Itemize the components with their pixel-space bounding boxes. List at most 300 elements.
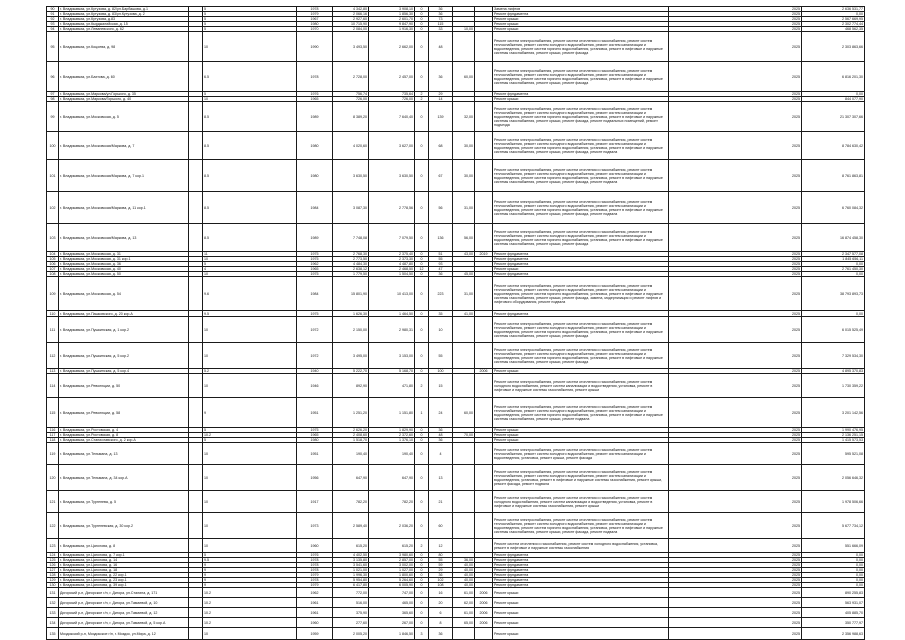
apartments-cell: 67 xyxy=(429,160,453,192)
row-number-cell: 129 xyxy=(47,578,59,583)
year-built-cell: 1965 xyxy=(297,433,333,438)
cost-cell: 0,00 xyxy=(802,563,865,568)
row-number-cell: 109 xyxy=(47,277,59,311)
table-row xyxy=(47,628,865,640)
address-cell: г. Владикавказ, ул.Пушкинская, д. 5 кор.2 xyxy=(59,343,189,369)
planned-year-cell: 2025 xyxy=(669,317,802,343)
row-number-cell: 100 xyxy=(47,132,59,160)
apartments-cell: 35 xyxy=(429,311,453,317)
wall-material-cell: 10.2 xyxy=(203,618,297,628)
address-cell: г. Владикавказ, ул.Станиславского, д. 2 кор.А xyxy=(59,438,189,443)
apartments-cell: 36 xyxy=(429,272,453,277)
row-number-cell: 125 xyxy=(47,558,59,563)
row-number-cell: 113 xyxy=(47,369,59,374)
last-repair-year-cell: 2006 xyxy=(475,598,493,608)
cost-cell: 595 521,08 xyxy=(802,443,865,465)
living-area-cell: 3 153,00 xyxy=(369,343,415,369)
address-cell: г. Владикавказ, ул.Московская/Маркова, д. 7 xyxy=(59,132,189,160)
wall-material-cell: 5 xyxy=(203,12,297,17)
living-area-cell: 2 375,40 xyxy=(369,252,415,257)
planned-year-cell: 2025 xyxy=(669,62,802,92)
works-description-cell: Ремонт систем электроснабжения, ремонт систем отопления и газоснабжения, ремонт систем теплоснабжения, ремонт систем холодного водоснабжения, ремонт систем канализации и водоотведения, ремонт систем горячего водоснабжения, установка, ремонт в лифтовые и наружные системы газоснабжения, ремонт крыши, ремонт фасада xyxy=(493,32,669,62)
year-built-cell: 1980 xyxy=(297,160,333,192)
wall-material-cell: 10 xyxy=(203,443,297,465)
apartments-cell: 12 xyxy=(429,539,453,553)
total-area-cell: 756,74 xyxy=(333,92,369,97)
last-repair-year-cell xyxy=(475,160,493,192)
year-built-cell: 1940 xyxy=(297,369,333,374)
empty-cell xyxy=(189,618,203,628)
year-built-cell: 1959 xyxy=(297,628,333,640)
apartments-cell: 223 xyxy=(429,277,453,311)
wear-percent-cell: 61,00 xyxy=(453,588,475,598)
last-repair-year-cell xyxy=(475,443,493,465)
wall-material-cell: 8.5 xyxy=(203,192,297,224)
address-cell: г. Владикавказ, ул.Тургеневская, д. 30 кор.2 xyxy=(59,513,189,539)
apartments-cell: 73 xyxy=(429,17,453,22)
row-number-cell: 108 xyxy=(47,272,59,277)
wear-percent-cell: 36,00 xyxy=(453,558,475,563)
residents-cell: 0 xyxy=(415,272,429,277)
empty-cell xyxy=(189,102,203,132)
total-area-cell: 2 626,20 xyxy=(333,428,369,433)
table-row xyxy=(47,224,865,252)
apartments-cell: 36 xyxy=(429,7,453,12)
year-built-cell: 1975 xyxy=(297,428,333,433)
cost-cell: 5 677 734,12 xyxy=(802,513,865,539)
last-repair-year-cell xyxy=(475,343,493,369)
year-built-cell: 1980 xyxy=(297,438,333,443)
total-area-cell: 2 768,30 xyxy=(333,252,369,257)
wall-material-cell: 10.2 xyxy=(203,608,297,618)
address-cell: г. Владикавказ, ул.Цаголова, д. 8 xyxy=(59,539,189,553)
planned-year-cell: 2025 xyxy=(669,573,802,578)
works-description-cell: Ремонт крыши xyxy=(493,428,669,433)
total-area-cell: 3 541,60 xyxy=(333,563,369,568)
planned-year-cell: 2025 xyxy=(669,102,802,132)
living-area-cell: 647,90 xyxy=(369,465,415,491)
wall-material-cell: 5 xyxy=(203,22,297,27)
table-row xyxy=(47,443,865,465)
apartments-cell: 100 xyxy=(429,369,453,374)
works-description-cell: Ремонт фундамента xyxy=(493,558,669,563)
empty-cell xyxy=(189,32,203,62)
planned-year-cell: 2025 xyxy=(669,311,802,317)
total-area-cell: 1 021,00 xyxy=(333,568,369,573)
planned-year-cell: 2025 xyxy=(669,618,802,628)
wear-percent-cell: 45,00 xyxy=(453,272,475,277)
planned-year-cell: 2025 xyxy=(669,12,802,17)
row-number-cell: 120 xyxy=(47,465,59,491)
living-area-cell: 1 800,60 xyxy=(369,573,415,578)
row-number-cell: 116 xyxy=(47,428,59,433)
empty-cell xyxy=(189,608,203,618)
year-built-cell: 1975 xyxy=(297,272,333,277)
apartments-cell: 51 xyxy=(429,252,453,257)
wall-material-cell: 5 xyxy=(203,262,297,267)
year-built-cell: 1979 xyxy=(297,12,333,17)
living-area-cell: 9 847,90 xyxy=(369,22,415,27)
works-description-cell: Ремонт систем электроснабжения, ремонт систем отопления и газоснабжения, ремонт систем теплоснабжения, ремонт систем холодного водоснабжения, ремонт систем канализации и водоотведения, ремонт систем горячего водоснабжения, установка, ремонт в лифтовые и наружные системы газоснабжения, ремонт крыши, ремонт фасада, замена, модернизация и ремонт лифтов и лифтового оборудования, ремонт подвала xyxy=(493,277,669,311)
cost-cell: 0,00 xyxy=(802,578,865,583)
living-area-cell: 747,00 xyxy=(369,588,415,598)
residents-cell: 0 xyxy=(415,433,429,438)
total-area-cell: 2 927,60 xyxy=(333,17,369,22)
last-repair-year-cell xyxy=(475,192,493,224)
year-built-cell: 1978 xyxy=(297,62,333,92)
cost-cell: 1 990 476,95 xyxy=(802,428,865,433)
table-row xyxy=(47,588,865,598)
living-area-cell: 10 413,00 xyxy=(369,277,415,311)
table-row xyxy=(47,598,865,608)
apartments-cell: 48 xyxy=(429,433,453,438)
works-description-cell: Ремонт систем электроснабжения, ремонт систем отопления и газоснабжения, ремонт систем теплоснабжения, ремонт систем холодного водоснабжения, ремонт систем канализации и водоотведения, ремонт систем горячего водоснабжения, установка, ремонт в лифтовые и наружные системы газоснабжения, ремонт крыши, ремонт фасада xyxy=(493,62,669,92)
cost-cell: 468 562,35 xyxy=(802,27,865,32)
residents-cell: 0 xyxy=(415,12,429,17)
empty-cell xyxy=(189,598,203,608)
residents-cell: 0 xyxy=(415,578,429,583)
row-number-cell: 134 xyxy=(47,618,59,628)
row-number-cell: 119 xyxy=(47,443,59,465)
living-area-cell: 2 372,60 xyxy=(369,433,415,438)
address-cell: г. Владикавказ, ул.Московская/Маркова, д. 7 кор.1 xyxy=(59,160,189,192)
works-description-cell: Ремонт фундамента xyxy=(493,553,669,558)
residents-cell: 0 xyxy=(415,192,429,224)
total-area-cell: 2 084,00 xyxy=(333,27,369,32)
wear-percent-cell: 62,00 xyxy=(453,598,475,608)
planned-year-cell: 2025 xyxy=(669,369,802,374)
apartments-cell: 14 xyxy=(429,97,453,102)
address-cell: г. Владикавказ, ул.Леваневского, д. 62 xyxy=(59,27,189,32)
wall-material-cell: 5 xyxy=(203,17,297,22)
apartments-cell: 20 xyxy=(429,598,453,608)
cost-cell: 844 077,90 xyxy=(802,97,865,102)
residents-cell: 0 xyxy=(415,27,429,32)
wall-material-cell: 9 xyxy=(203,578,297,583)
residents-cell: 0 xyxy=(415,102,429,132)
address-cell: г. Владикавказ, ул.Цаголова, д. 39 кор.1 xyxy=(59,583,189,588)
total-area-cell: 3 493,50 xyxy=(333,32,369,62)
wear-percent-cell xyxy=(453,513,475,539)
row-number-cell: 128 xyxy=(47,573,59,578)
total-area-cell: 4 020,60 xyxy=(333,132,369,160)
year-built-cell: 1979 xyxy=(297,573,333,578)
year-built-cell: 1960 xyxy=(297,539,333,553)
planned-year-cell: 2025 xyxy=(669,598,802,608)
planned-year-cell: 2025 xyxy=(669,160,802,192)
year-built-cell: 1978 xyxy=(297,578,333,583)
wear-percent-cell xyxy=(453,343,475,369)
total-area-cell: 782,20 xyxy=(333,491,369,513)
living-area-cell: 2 662,00 xyxy=(369,32,415,62)
works-description-cell: Ремонт фундамента xyxy=(493,568,669,573)
total-area-cell: 726,00 xyxy=(333,97,369,102)
apartments-cell: 36 xyxy=(429,438,453,443)
last-repair-year-cell xyxy=(475,102,493,132)
planned-year-cell: 2025 xyxy=(669,628,802,640)
residents-cell: 0 xyxy=(415,262,429,267)
empty-cell xyxy=(189,628,203,640)
row-number-cell: 106 xyxy=(47,262,59,267)
cost-cell: 2 136 251,15 xyxy=(802,433,865,438)
living-area-cell: 465,00 xyxy=(369,598,415,608)
residents-cell: 3 xyxy=(415,628,429,640)
cost-cell: 2 303 863,66 xyxy=(802,32,865,62)
works-description-cell: Ремонт крыши xyxy=(493,97,669,102)
year-built-cell: 1961 xyxy=(297,598,333,608)
wear-percent-cell xyxy=(453,374,475,398)
apartments-cell: 8 xyxy=(429,618,453,628)
works-description-cell: Ремонт систем электроснабжения, ремонт систем отопления и газоснабжения, ремонт систем теплоснабжения, ремонт систем холодного водоснабжения, ремонт систем канализации и водоотведения, ремонт систем горячего водоснабжения, установка, ремонт в лифтовые и наружные системы газоснабжения, ремонт крыши, ремонт фасада, ремонт подвала xyxy=(493,160,669,192)
row-number-cell: 103 xyxy=(47,224,59,252)
year-built-cell: 1979 xyxy=(297,583,333,588)
row-number-cell: 130 xyxy=(47,583,59,588)
cost-cell: 4 895 370,83 xyxy=(802,369,865,374)
wear-percent-cell: 30,00 xyxy=(453,160,475,192)
row-number-cell: 127 xyxy=(47,568,59,573)
living-area-cell: 267,00 xyxy=(369,618,415,628)
living-area-cell: 2 980,31 xyxy=(369,317,415,343)
works-description-cell: Ремонт систем электроснабжения, ремонт систем отопления и газоснабжения, ремонт систем теплоснабжения, ремонт систем холодного водоснабжения, ремонт систем канализации и водоотведения, установка, ремонт крыши, ремонт фасада xyxy=(493,443,669,465)
apartments-cell: 55 xyxy=(429,257,453,262)
empty-cell xyxy=(189,343,203,369)
cost-cell: 1 845 656,11 xyxy=(802,257,865,262)
planned-year-cell: 2025 xyxy=(669,92,802,97)
wall-material-cell: 10 xyxy=(203,513,297,539)
living-area-cell: 2 601,70 xyxy=(369,17,415,22)
year-built-cell: 1965 xyxy=(297,267,333,272)
year-built-cell: 1976 xyxy=(297,92,333,97)
address-cell: г. Владикавказ, ул.Кырджалийская, д. 15 xyxy=(59,22,189,27)
total-area-cell: 277,60 xyxy=(333,618,369,628)
wear-percent-cell: 32,00 xyxy=(453,102,475,132)
living-area-cell: 1 846,50 xyxy=(369,628,415,640)
total-area-cell: 7 748,08 xyxy=(333,224,369,252)
row-number-cell: 115 xyxy=(47,398,59,428)
residents-cell: 0 xyxy=(415,369,429,374)
row-number-cell: 98 xyxy=(47,97,59,102)
cost-cell: 0,00 xyxy=(802,311,865,317)
apartments-cell: 55 xyxy=(429,343,453,369)
works-description-cell: Ремонт фундамента xyxy=(493,272,669,277)
apartments-cell: 56 xyxy=(429,192,453,224)
wall-material-cell: 5 xyxy=(203,7,297,12)
table-row xyxy=(47,32,865,62)
wear-percent-cell xyxy=(453,32,475,62)
residents-cell: 0 xyxy=(415,428,429,433)
apartments-cell: 108 xyxy=(429,583,453,588)
wall-material-cell: 8.5 xyxy=(203,102,297,132)
empty-cell xyxy=(189,398,203,428)
wall-material-cell: 9.6 xyxy=(203,277,297,311)
year-built-cell: 1970 xyxy=(297,27,333,32)
planned-year-cell: 2025 xyxy=(669,558,802,563)
residents-cell: 2 xyxy=(415,92,429,97)
wall-material-cell: 10 xyxy=(203,272,297,277)
wear-percent-cell xyxy=(453,491,475,513)
works-description-cell: Ремонт крыши xyxy=(493,608,669,618)
living-area-cell: 4 487,80 xyxy=(369,262,415,267)
apartments-cell: 33 xyxy=(429,27,453,32)
wear-percent-cell xyxy=(453,317,475,343)
table-row xyxy=(47,513,865,539)
total-area-cell: 2 150,00 xyxy=(333,317,369,343)
wall-material-cell: 5 xyxy=(203,553,297,558)
last-repair-year-cell xyxy=(475,513,493,539)
table-row xyxy=(47,343,865,369)
total-area-cell: 15 801,90 xyxy=(333,277,369,311)
last-repair-year-cell xyxy=(475,539,493,553)
address-cell: г. Владикавказ, ул.Маркова/ул.Горького, д. 35 xyxy=(59,92,189,97)
row-number-cell: 122 xyxy=(47,513,59,539)
planned-year-cell: 2025 xyxy=(669,267,802,272)
row-number-cell: 94 xyxy=(47,27,59,32)
works-description-cell: Ремонт систем электроснабжения, ремонт систем отопления и газоснабжения, ремонт систем теплоснабжения, ремонт систем холодного водоснабжения, ремонт систем канализации и водоотведения, ремонт систем горячего водоснабжения, установка, ремонт в лифтовые и наружные системы газоснабжения, ремонт крыши, ремонт подвала xyxy=(493,398,669,428)
works-description-cell: Ремонт фундамента xyxy=(493,311,669,317)
works-description-cell: Ремонт систем отопления и газоснабжения, ремонт систем холодного водоснабжения, установка, ремонт в лифтовые и наружные системы газоснабжения xyxy=(493,539,669,553)
apartments-cell: 36 xyxy=(429,573,453,578)
year-built-cell: 1972 xyxy=(297,343,333,369)
residents-cell: 0 xyxy=(415,277,429,311)
row-number-cell: 114 xyxy=(47,374,59,398)
living-area-cell: 5 264,60 xyxy=(369,578,415,583)
living-area-cell: 365,60 xyxy=(369,608,415,618)
works-description-cell: Ремонт крыши xyxy=(493,22,669,27)
wall-material-cell: 10 xyxy=(203,97,297,102)
cost-cell: 2 056 646,32 xyxy=(802,465,865,491)
wall-material-cell: 10 xyxy=(203,374,297,398)
row-number-cell: 118 xyxy=(47,438,59,443)
address-cell: Дигорский р-н, Дигорское г/п, г. Дигора, ул.Тамаевой, д. 12 xyxy=(59,608,189,618)
table-row xyxy=(47,132,865,160)
total-area-cell: 3 495,00 xyxy=(333,343,369,369)
cost-cell: 2 636 531,77 xyxy=(802,7,865,12)
residents-cell: 0 xyxy=(415,573,429,578)
cost-cell: 0,00 xyxy=(802,568,865,573)
residents-cell: 0 xyxy=(415,598,429,608)
last-repair-year-cell xyxy=(475,374,493,398)
wall-material-cell: 10.2 xyxy=(203,598,297,608)
residents-cell: 2 xyxy=(415,539,429,553)
year-built-cell: 1951 xyxy=(297,443,333,465)
wall-material-cell: 9 xyxy=(203,398,297,428)
cost-cell: 563 931,07 xyxy=(802,598,865,608)
last-repair-year-cell xyxy=(475,317,493,343)
works-description-cell: Ремонт крыши xyxy=(493,267,669,272)
living-area-cell: 3 980,60 xyxy=(369,553,415,558)
row-number-cell: 131 xyxy=(47,588,59,598)
table-row xyxy=(47,618,865,628)
wall-material-cell: 9 xyxy=(203,568,297,573)
year-built-cell: 1972 xyxy=(297,317,333,343)
address-cell: г. Владикавказ, ул.Ростовская, д. 4 xyxy=(59,428,189,433)
living-area-cell: 3 630,50 xyxy=(369,160,415,192)
planned-year-cell: 2025 xyxy=(669,343,802,369)
residents-cell: 0 xyxy=(415,443,429,465)
planned-year-cell: 2025 xyxy=(669,32,802,62)
works-description-cell: Ремонт крыши xyxy=(493,588,669,598)
cost-cell: 3 201 142,56 xyxy=(802,398,865,428)
apartments-cell: 36 xyxy=(429,62,453,92)
table-row xyxy=(47,62,865,92)
empty-cell xyxy=(189,588,203,598)
works-description-cell: Ремонт фундамента xyxy=(493,583,669,588)
year-built-cell: 1967 xyxy=(297,17,333,22)
last-repair-year-cell xyxy=(475,491,493,513)
planned-year-cell: 2025 xyxy=(669,443,802,465)
total-area-cell: 772,00 xyxy=(333,588,369,598)
address-cell: г. Владикавказ, ул.Кутузова, д. 82/ул.Барбашова, д.1 xyxy=(59,7,189,12)
living-area-cell: 7 640,40 xyxy=(369,102,415,132)
cost-cell: 551 666,09 xyxy=(802,539,865,553)
wear-percent-cell: 41,00 xyxy=(453,311,475,317)
total-area-cell: 6 417,80 xyxy=(333,583,369,588)
cost-cell: 38 793 893,73 xyxy=(802,277,865,311)
wall-material-cell: 8.5 xyxy=(203,132,297,160)
residents-cell: 0 xyxy=(415,17,429,22)
address-cell: г. Владикавказ, ул.Пушкинская, д. 1 кор.2 xyxy=(59,317,189,343)
row-number-cell: 93 xyxy=(47,22,59,27)
last-repair-year-cell xyxy=(475,398,493,428)
empty-cell xyxy=(189,160,203,192)
apartments-cell: 10 xyxy=(429,317,453,343)
cost-cell: 890 255,83 xyxy=(802,588,865,598)
address-cell: г. Владикавказ, ул.Московская/Маркова, д. 13 xyxy=(59,224,189,252)
year-built-cell: 1962 xyxy=(297,262,333,267)
wall-material-cell: 9 xyxy=(203,573,297,578)
works-description-cell: Ремонт систем электроснабжения, ремонт систем отопления и газоснабжения, ремонт систем теплоснабжения, ремонт систем холодного водоснабжения, ремонт систем канализации и водоотведения, установка, ремонт в лифтовые и наружные системы газоснабжения, ремонт крыши, ремонт фасада, ремонт подвала xyxy=(493,465,669,491)
year-built-cell: 1917 xyxy=(297,491,333,513)
living-area-cell: 471,80 xyxy=(369,374,415,398)
cost-cell: 6 760 084,32 xyxy=(802,192,865,224)
total-area-cell: 4 342,80 xyxy=(333,7,369,12)
table-row xyxy=(47,277,865,311)
address-cell: г. Владикавказ, ул.Бахтова, д. 60 xyxy=(59,62,189,92)
wall-material-cell: 10.2 xyxy=(203,433,297,438)
planned-year-cell: 2025 xyxy=(669,22,802,27)
living-area-cell: 1 464,50 xyxy=(369,311,415,317)
living-area-cell: 3 908,10 xyxy=(369,7,415,12)
cost-cell: 8 761 863,81 xyxy=(802,160,865,192)
living-area-cell: 2 468,50 xyxy=(369,267,415,272)
residents-cell: 0 xyxy=(415,311,429,317)
address-cell: г. Владикавказ, ул.Маркова/Горького, д. 40 xyxy=(59,97,189,102)
address-cell: г. Владикавказ, ул.Московская, д. 40 xyxy=(59,267,189,272)
row-number-cell: 110 xyxy=(47,311,59,317)
works-description-cell: Ремонт систем электроснабжения, ремонт систем отопления и газоснабжения, ремонт систем теплоснабжения, ремонт систем холодного водоснабжения, ремонт систем канализации и водоотведения, ремонт систем горячего водоснабжения, установка, ремонт в лифтовые и наружные системы газоснабжения, ремонт крыши, ремонт фасада, ремонт подвала xyxy=(493,192,669,224)
year-built-cell: 1960 xyxy=(297,618,333,628)
works-description-cell: Ремонт фундамента xyxy=(493,563,669,568)
residents-cell: 2 xyxy=(415,97,429,102)
address-cell: г. Владикавказ, ул.Тельмана, д. 34 кор.А xyxy=(59,465,189,491)
address-cell: г. Владикавказ, ул.Цаголова, д. 18 xyxy=(59,568,189,573)
year-built-cell: 1984 xyxy=(297,192,333,224)
cost-cell: 2 302 774,44 xyxy=(802,22,865,27)
wear-percent-cell: 40,00 xyxy=(453,583,475,588)
planned-year-cell: 2025 xyxy=(669,428,802,433)
cost-cell: 2 356 988,63 xyxy=(802,628,865,640)
residents-cell: 0 xyxy=(415,257,429,262)
living-area-cell: 5 168,70 xyxy=(369,369,415,374)
apartments-cell: 4 xyxy=(429,443,453,465)
living-area-cell: 2 373,30 xyxy=(369,257,415,262)
wear-percent-cell: 40,00 xyxy=(453,573,475,578)
year-built-cell: 1980 xyxy=(297,22,333,27)
wear-percent-cell: 61,00 xyxy=(453,608,475,618)
planned-year-cell: 2025 xyxy=(669,132,802,160)
wall-material-cell: 10.2 xyxy=(203,588,297,598)
last-repair-year-cell xyxy=(475,277,493,311)
